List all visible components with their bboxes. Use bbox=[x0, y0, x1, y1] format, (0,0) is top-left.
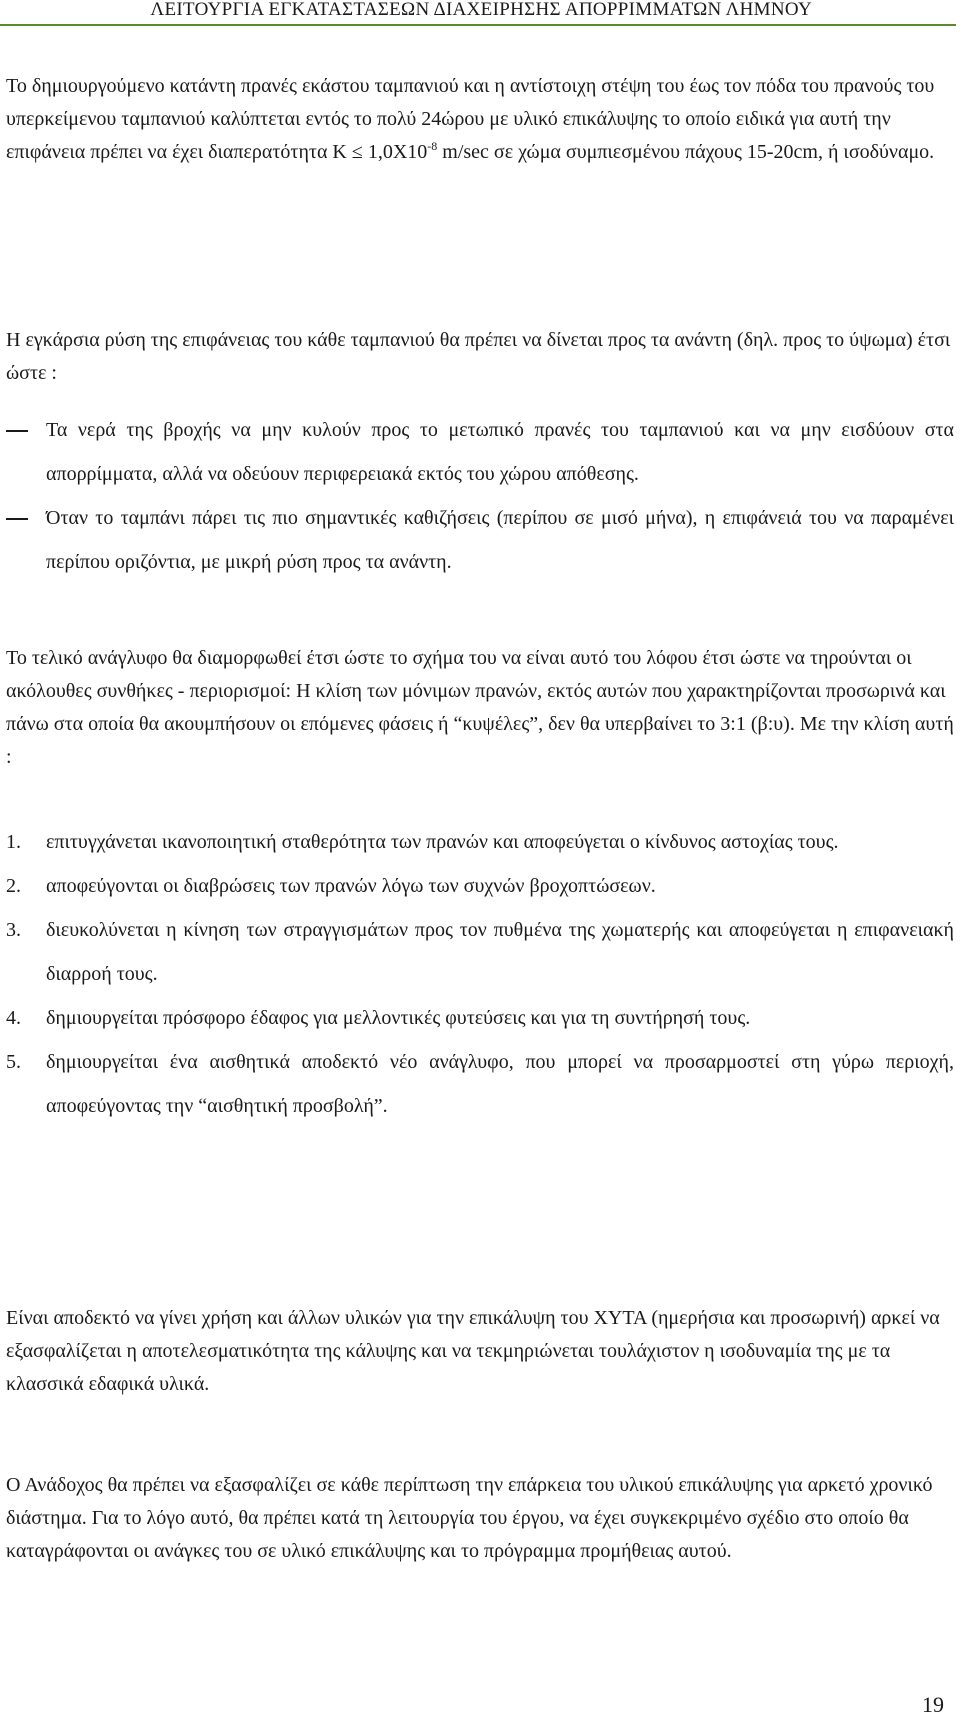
numbered-list-item bbox=[6, 908, 954, 996]
exponent: -8 bbox=[427, 139, 438, 153]
page-header bbox=[0, 0, 960, 26]
list-item-text: δημιουργείται ένα αισθητικά αποδεκτό νέο ανάγλυφο, που μπορεί να προσαρμοστεί στη γύρω περιοχή, αποφεύγοντας την “αισθητική προσβολή”. bbox=[46, 1051, 954, 1117]
list-item-text: επιτυγχάνεται ικανοποιητική σταθερότητα των πρανών και αποφεύγεται ο κίνδυνος αστοχίας τους. bbox=[46, 831, 839, 853]
dash-bullet-icon bbox=[6, 518, 28, 520]
page-number: 19 bbox=[922, 1692, 944, 1717]
list-item-number: 2. bbox=[6, 875, 21, 897]
paragraph-alternative-materials: Είναι αποδεκτό να γίνει χρήση και άλλων υλικών για την επικάλυψη του ΧΥΤΑ (ημερήσια και προσωρινή) αρκεί να εξασφαλίζεται η αποτελεσματικότητα της κάλυψης και να τεκμηριώνεται τουλάχιστον η ισοδυναμία της με τα κλασσικά εδαφικά υλικά. bbox=[6, 1307, 940, 1395]
paragraph-cover-material-text-b: m/sec σε χώμα συμπιεσμένου πάχους 15-20cm, ή ισοδύναμο. bbox=[437, 141, 935, 163]
paragraph-cover-material-text-a: Το δημιουργούμενο κατάντη πρανές εκάστου ταμπανιού και η αντίστοιχη στέψη του έως τον πόδα του πρανούς του υπερκείμενου ταμπανιού καλύπτεται εντός το πολύ 24ώρου με υλικό επικάλυψης το οποίο ειδικά για αυτή την επιφάνεια πρέπει να έχει διαπερατότητα Κ ≤ 1,0Χ10 bbox=[6, 75, 935, 163]
paragraph-cover-material bbox=[6, 70, 954, 169]
numbered-list-item bbox=[6, 864, 954, 908]
numbered-list-item bbox=[6, 820, 954, 864]
header-rule bbox=[0, 24, 956, 26]
numbered-list-item bbox=[6, 1040, 954, 1128]
list-item-number: 3. bbox=[6, 919, 21, 941]
paragraph-contractor-supply: Ο Ανάδοχος θα πρέπει να εξασφαλίζει σε κάθε περίπτωση την επάρκεια του υλικού επικάλυψης για αρκετό χρονικό διάστημα. Για το λόγο αυτό, θα πρέπει κατά τη λειτουργία του έργου, να έχει συγκεκριμένο σχέδιο στο οποίο θα καταγράφονται οι ανάγκες του σε υλικό επικάλυψης και το πρόγραμμα προμήθειας αυτού. bbox=[6, 1474, 933, 1562]
header-title: ΛΕΙΤΟΥΡΓΙΑ ΕΓΚΑΤΑΣΤΑΣΕΩΝ ΔΙΑΧΕΙΡΗΣΗΣ ΑΠΟΡΡΙΜΜΑΤΩΝ ΛΗΜΝΟΥ bbox=[150, 0, 812, 20]
list-item-number: 5. bbox=[6, 1051, 21, 1073]
numbered-list bbox=[6, 820, 954, 1128]
dash-list bbox=[6, 408, 954, 584]
dash-list-item bbox=[6, 408, 954, 496]
dash-list-item bbox=[6, 496, 954, 584]
dash-list-item-text: Τα νερά της βροχής να μην κυλούν προς το μετωπικό πρανές του ταμπανιού και να μην εισδύουν στα απορρίμματα, αλλά να οδεύουν περιφερειακά εκτός του χώρου απόθεσης. bbox=[46, 419, 954, 485]
paragraph-transverse-slope: Η εγκάρσια ρύση της επιφάνειας του κάθε ταμπανιού θα πρέπει να δίνεται προς τα ανάντη (δηλ. προς το ύψωμα) έτσι ώστε : bbox=[6, 329, 951, 384]
list-item-number: 1. bbox=[6, 831, 21, 853]
list-item-text: διευκολύνεται η κίνηση των στραγγισμάτων προς τον πυθμένα της χωματερής και αποφεύγεται η επιφανειακή διαρροή τους. bbox=[46, 919, 954, 985]
numbered-list-item bbox=[6, 996, 954, 1040]
list-item-text: δημιουργείται πρόσφορο έδαφος για μελλοντικές φυτεύσεις και για τη συντήρησή τους. bbox=[46, 1007, 751, 1029]
list-item-text: αποφεύγονται οι διαβρώσεις των πρανών λόγω των συχνών βροχοπτώσεων. bbox=[46, 875, 656, 897]
list-item-number: 4. bbox=[6, 1007, 21, 1029]
dash-bullet-icon bbox=[6, 430, 28, 432]
dash-list-item-text: Όταν το ταμπάνι πάρει τις πιο σημαντικές καθιζήσεις (περίπου σε μισό μήνα), η επιφάνειά του να παραμένει περίπου οριζόντια, με μικρή ρύση προς τα ανάντη. bbox=[46, 507, 954, 573]
paragraph-final-relief: Το τελικό ανάγλυφο θα διαμορφωθεί έτσι ώστε το σχήμα του να είναι αυτό του λόφου έτσι ώστε να τηρούνται οι ακόλουθες συνθήκες - περιορισμοί: Η κλίση των μόνιμων πρανών, εκτός αυτών που χαρακτηρίζονται προσωρινά και πάνω στα οποία θα ακουμπήσουν οι επόμενες φάσεις ή “κυψέλες”, δεν θα υπερβαίνει το 3:1 (β:υ). Με την κλίση αυτή : bbox=[6, 647, 954, 768]
